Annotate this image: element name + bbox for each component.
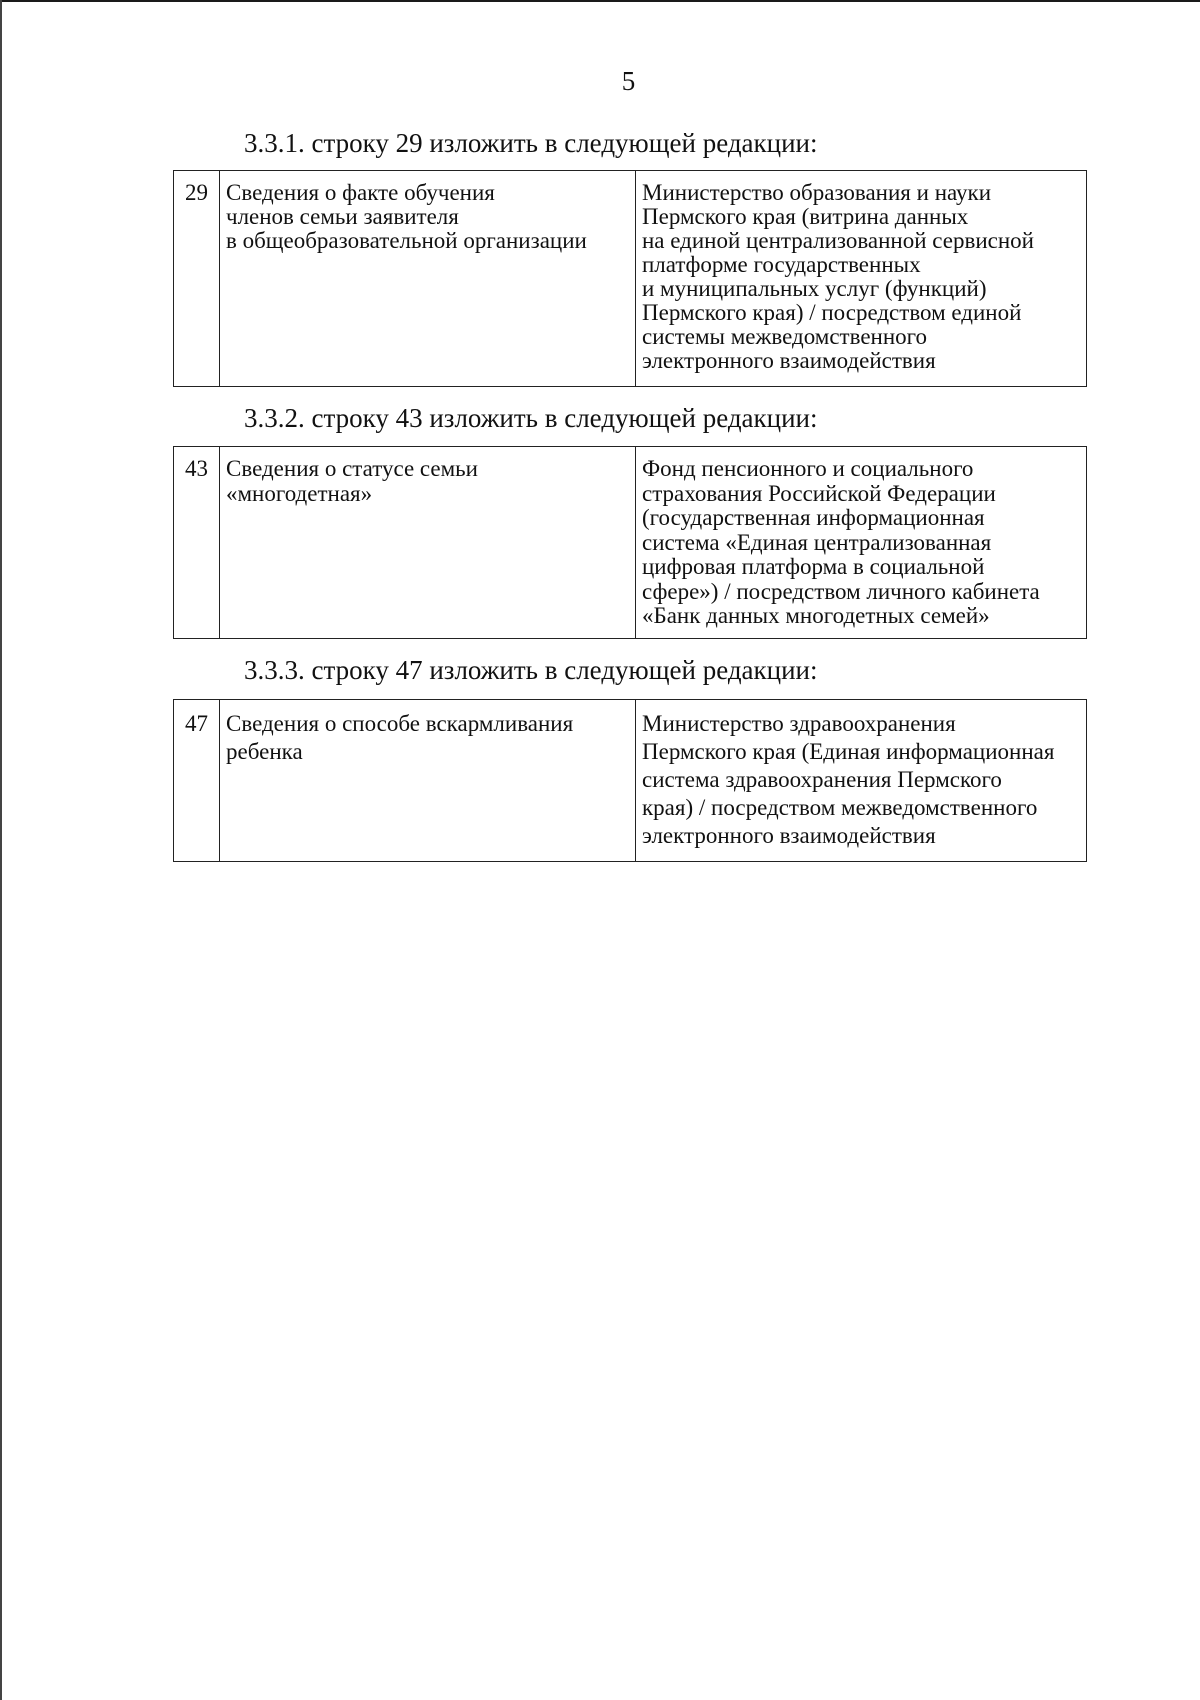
description-line: в общеобразовательной организации — [226, 228, 587, 253]
source-line: края) / посредством межведомственного — [642, 795, 1038, 820]
source-line: и муниципальных услуг (функций) — [642, 276, 987, 301]
row-source-cell — [636, 171, 1087, 387]
description-line: членов семьи заявителя — [226, 204, 459, 229]
amendment-table-row-29 — [173, 170, 1087, 387]
row-description-cell — [220, 171, 636, 387]
source-line: электронного взаимодействия — [642, 348, 936, 373]
description-line: ребенка — [226, 739, 303, 764]
source-line: платформе государственных — [642, 252, 921, 277]
source-line: Пермского края (Единая информационная — [642, 739, 1055, 764]
description-line: Сведения о факте обучения — [226, 180, 495, 205]
description-line: Сведения о способе вскармливания — [226, 711, 574, 736]
source-line: система здравоохранения Пермского — [642, 767, 1002, 792]
source-line: цифровая платформа в социальной — [642, 554, 985, 579]
description-line: «многодетная» — [226, 480, 373, 506]
section-heading-3-3-2: 3.3.2. строку 43 изложить в следующей редакции: — [244, 403, 818, 433]
row-source-cell — [636, 700, 1087, 862]
scan-edge-left — [0, 0, 2, 1700]
scan-edge-top — [0, 0, 1200, 2]
row-source-cell — [636, 447, 1087, 639]
row-number-cell: 43 — [174, 447, 220, 639]
row-number-cell: 29 — [174, 171, 220, 387]
source-line: «Банк данных многодетных семей» — [642, 603, 990, 628]
amendment-table-row-47 — [173, 699, 1087, 862]
section-heading-3-3-1: 3.3.1. строку 29 изложить в следующей редакции: — [244, 128, 818, 158]
row-description-cell — [220, 447, 636, 639]
source-line: (государственная информационная — [642, 505, 985, 530]
table-row — [174, 171, 1087, 387]
table-row — [174, 447, 1087, 639]
source-line: Пермского края) / посредством единой — [642, 300, 1022, 325]
source-line: страхования Российской Федерации — [642, 480, 996, 506]
row-number-cell: 47 — [174, 700, 220, 862]
source-line: система «Единая централизованная — [642, 529, 992, 555]
source-line: Пермского края (витрина данных — [642, 204, 969, 229]
source-line: Фонд пенсионного и социального — [642, 456, 974, 481]
page-number: 5 — [621, 66, 636, 96]
source-line: сфере») / посредством личного кабинета — [642, 578, 1040, 604]
source-line: Министерство здравоохранения — [642, 711, 956, 736]
source-line: электронного взаимодействия — [642, 823, 936, 848]
section-heading-3-3-3: 3.3.3. строку 47 изложить в следующей редакции: — [244, 655, 818, 685]
row-description-cell — [220, 700, 636, 862]
source-line: системы межведомственного — [642, 324, 928, 349]
source-line: Министерство образования и науки — [642, 180, 992, 205]
table-row — [174, 700, 1087, 862]
amendment-table-row-43 — [173, 446, 1087, 639]
source-line: на единой централизованной сервисной — [642, 228, 1034, 253]
description-line: Сведения о статусе семьи — [226, 456, 478, 481]
